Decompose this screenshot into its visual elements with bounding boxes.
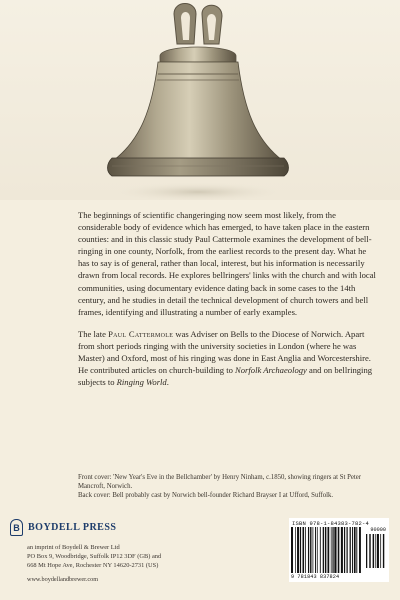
barcode-bar bbox=[295, 527, 296, 573]
book-description bbox=[78, 209, 378, 398]
barcode-bar bbox=[323, 527, 324, 573]
cover-captions bbox=[78, 473, 378, 501]
publisher-name: BOYDELL PRESS bbox=[28, 521, 117, 533]
barcode-bar bbox=[341, 527, 343, 573]
journal-title: Ringing World bbox=[116, 377, 167, 388]
barcode-bar bbox=[369, 534, 370, 568]
addon-barcode-icon bbox=[366, 534, 386, 568]
barcode-bar bbox=[359, 527, 361, 573]
publisher-logo bbox=[10, 518, 250, 536]
barcode-bar bbox=[315, 527, 316, 573]
barcode-bar bbox=[328, 527, 330, 573]
barcode-bar bbox=[320, 527, 321, 573]
barcode-bar bbox=[303, 527, 305, 573]
front-cover-caption: Front cover: 'New Year's Eve in the Bellchamber' by Henry Ninham, c.1850, showing ringers at St Peter Mancroft, Norwich. bbox=[78, 474, 362, 491]
barcode-addon: 90000 bbox=[370, 527, 386, 533]
barcode-bar bbox=[375, 534, 376, 568]
barcode-bar bbox=[308, 527, 309, 573]
publisher-block bbox=[10, 518, 250, 583]
journal-title: Norfolk Archaeology bbox=[235, 365, 307, 376]
bell-photo bbox=[0, 0, 400, 200]
description-paragraph: The beginnings of scientific changeringing now seem most likely, from the considerable body of evidence which has emerged, to have taken place in the eastern counties: and in this classic study Paul Cattermole examines the development of bell-ringing in one county, Norfolk, from the earliest records to the present day. What he has to say is of general, rather than local, interest, but his information is necessarily drawn from local records. He explores bellringers' links with the church and with local communities, using documentary evidence dating back in some cases to the 14th century, and he studies in detail the technical development of church towers and bell frames, identifying and illustrating a number of early examples. bbox=[78, 210, 376, 317]
barcode-digits: 9 781843 837824 bbox=[291, 574, 340, 580]
barcode-bar bbox=[352, 527, 353, 573]
barcode-bar bbox=[305, 527, 306, 573]
barcode-bar bbox=[347, 527, 348, 573]
barcode-bar bbox=[331, 527, 332, 573]
barcode-bar bbox=[300, 527, 301, 573]
barcode-bar bbox=[338, 527, 340, 573]
publisher-address: an imprint of Boydell & Brewer Ltd PO Box 9, Woodbridge, Suffolk IP12 3DF (GB) and 668 Mt Hope Ave, Rochester NY 14620-2731 (US) bbox=[27, 544, 162, 569]
barcode-bar bbox=[377, 534, 379, 568]
back-cover-caption: Back cover: Bell probably cast by Norwich bell-founder Richard Brayser I at Ufford, Suffolk. bbox=[78, 492, 334, 500]
barcode-icon bbox=[291, 527, 363, 573]
author-name: Paul Cattermole bbox=[108, 328, 174, 339]
author-bio: The late Paul Cattermole was Adviser on Bells to the Diocese of Norwich. Apart from short periods ringing with the university societies in London (where he was Master) and Oxford, most of his ringing was done in East Anglia and Worcestershire. He contributed articles on church-building to Norfolk Archaeology and on bellringing subjects to Ringing World. bbox=[78, 328, 373, 388]
barcode-bar bbox=[297, 527, 299, 573]
barcode-bar bbox=[334, 527, 336, 573]
barcode-bar bbox=[366, 534, 367, 568]
isbn-number: ISBN 978-1-84383-782-4 bbox=[292, 520, 370, 527]
barcode-bar bbox=[332, 527, 333, 573]
barcode-bar bbox=[356, 527, 357, 573]
publisher-url: www.boydellandbrewer.com bbox=[27, 576, 99, 583]
barcode-bar bbox=[383, 534, 384, 568]
boydell-logo-icon: B bbox=[10, 519, 23, 536]
barcode-bar bbox=[317, 527, 318, 573]
barcode-bar bbox=[325, 527, 326, 573]
barcode-bar bbox=[380, 534, 381, 568]
barcode-bar bbox=[310, 527, 311, 573]
barcode-bar bbox=[313, 527, 314, 573]
bell-icon bbox=[0, 0, 400, 200]
barcode-bar bbox=[354, 527, 356, 573]
barcode-bar bbox=[344, 527, 345, 573]
barcode-bar bbox=[350, 527, 351, 573]
barcode-bar bbox=[291, 527, 293, 573]
barcode-bar bbox=[373, 534, 374, 568]
isbn-barcode bbox=[289, 518, 389, 582]
